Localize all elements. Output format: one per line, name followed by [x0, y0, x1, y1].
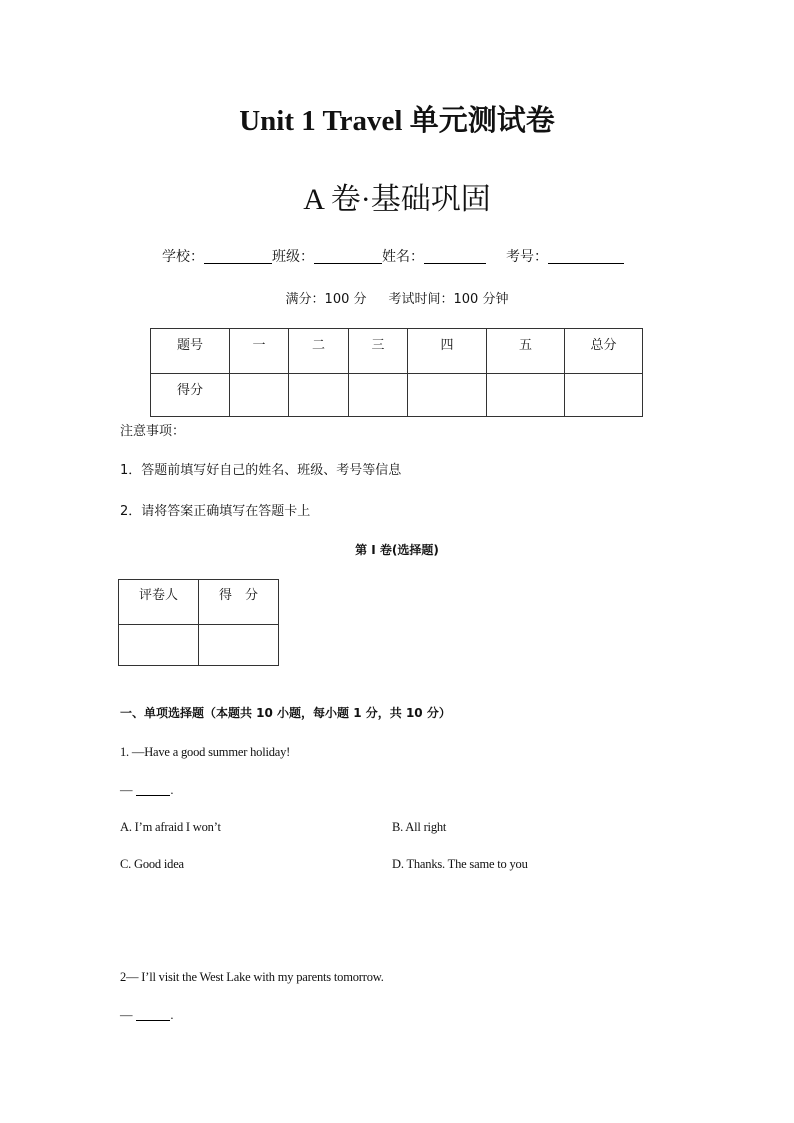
- grader-cell[interactable]: [119, 625, 199, 666]
- score-cell[interactable]: [230, 374, 289, 417]
- score-table-score-row: [151, 374, 643, 417]
- option-d[interactable]: D. Thanks. The same to you: [392, 857, 528, 871]
- page-title: Unit 1 Travel 单元测试卷: [239, 105, 555, 137]
- score-table-header-cell: 二: [289, 329, 349, 374]
- paper-subtitle: A 卷·基础巩固: [303, 183, 491, 216]
- grader-table-input-row: [119, 625, 279, 666]
- exam-number-blank[interactable]: [548, 249, 624, 264]
- exam-number-label: 考号：: [506, 249, 548, 265]
- student-info-line: [162, 246, 624, 266]
- option-a[interactable]: A. I’m afraid I won’t: [120, 820, 221, 834]
- grader-table-header-row: [119, 580, 279, 625]
- exam-time: 考试时间：100 分钟: [388, 292, 509, 307]
- class-blank[interactable]: [314, 249, 382, 264]
- answer-line: [120, 1008, 173, 1023]
- school-label: 学校：: [162, 249, 204, 265]
- score-table-header-cell: 一: [230, 329, 289, 374]
- score-row-label: 得分: [151, 374, 230, 417]
- score-table-header-cell: 五: [487, 329, 565, 374]
- name-blank[interactable]: [424, 249, 486, 264]
- answer-dash: —: [120, 1008, 133, 1022]
- name-label: 姓名：: [382, 249, 424, 265]
- note-item: 1．答题前填写好自己的姓名、班级、考号等信息: [120, 463, 402, 478]
- score-cell[interactable]: [289, 374, 349, 417]
- score-cell[interactable]: [565, 374, 643, 417]
- notes-title: 注意事项：: [120, 424, 186, 439]
- exam-meta: [0, 288, 794, 307]
- grader-score-label: 得 分: [199, 580, 279, 625]
- note-item: 2．请将答案正确填写在答题卡上: [120, 504, 311, 519]
- question-stem: 2— I’ll visit the West Lake with my parents tomorrow.: [120, 970, 384, 984]
- question-stem: 1. —Have a good summer holiday!: [120, 745, 291, 759]
- score-table: [150, 328, 643, 417]
- answer-blank[interactable]: [136, 1008, 170, 1021]
- grader-table: [118, 579, 279, 666]
- score-table-header-cell: 总分: [565, 329, 643, 374]
- score-cell[interactable]: [349, 374, 408, 417]
- score-table-header-cell: 四: [408, 329, 487, 374]
- option-b[interactable]: B. All right: [392, 820, 447, 834]
- answer-line: [120, 783, 173, 798]
- answer-period: .: [170, 1008, 174, 1022]
- score-table-header-cell: 题号: [151, 329, 230, 374]
- score-cell[interactable]: [487, 374, 565, 417]
- school-blank[interactable]: [204, 249, 272, 264]
- class-label: 班级：: [272, 249, 314, 265]
- grader-label: 评卷人: [119, 580, 199, 625]
- score-table-header-row: [151, 329, 643, 374]
- answer-period: .: [170, 783, 174, 797]
- option-c[interactable]: C. Good idea: [120, 857, 184, 871]
- score-cell[interactable]: [408, 374, 487, 417]
- full-score: 满分：100 分: [285, 292, 367, 307]
- grader-score-cell[interactable]: [199, 625, 279, 666]
- answer-dash: —: [120, 783, 133, 797]
- volume-heading: 第 I 卷(选择题): [355, 543, 439, 557]
- answer-blank[interactable]: [136, 783, 170, 796]
- section-title: 一、单项选择题（本题共 10 小题，每小题 1 分，共 10 分）: [120, 706, 451, 720]
- score-table-header-cell: 三: [349, 329, 408, 374]
